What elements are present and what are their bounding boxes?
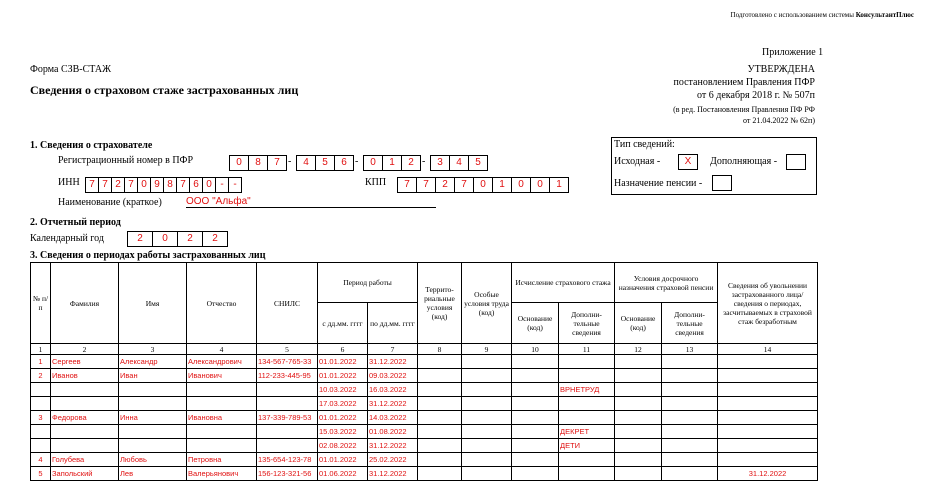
separator-dash: -	[422, 156, 426, 167]
table-cell[interactable]: 31.12.2022	[368, 439, 418, 453]
table-cell[interactable]	[718, 369, 818, 383]
reg-digit[interactable]: 5	[468, 155, 488, 171]
table-cell[interactable]	[662, 425, 718, 439]
col-from-header: с дд.мм. гггг	[318, 303, 368, 344]
section3-title: 3. Сведения о периодах работы застрахованных лиц	[30, 250, 266, 261]
form-name: Форма СЗВ-СТАЖ	[30, 64, 112, 75]
reg-digit[interactable]: 1	[382, 155, 402, 171]
column-number: 10	[512, 344, 559, 355]
table-cell[interactable]	[418, 383, 462, 397]
table-cell[interactable]	[662, 467, 718, 481]
section2-title: 2. Отчетный период	[30, 217, 121, 228]
table-cell[interactable]	[31, 439, 51, 453]
table-cell[interactable]: 31.12.2022	[368, 467, 418, 481]
table-cell[interactable]: ВРНЕТРУД	[559, 383, 615, 397]
table-cell[interactable]: 01.01.2022	[318, 369, 368, 383]
reg-digit[interactable]: 0	[363, 155, 383, 171]
column-number: 2	[51, 344, 119, 355]
year-label: Календарный год	[30, 233, 104, 244]
supplementary-label: Дополняющая -	[710, 156, 778, 167]
table-cell[interactable]	[559, 397, 615, 411]
table-cell[interactable]	[718, 425, 818, 439]
column-number: 11	[559, 344, 615, 355]
kpp-digit[interactable]: 7	[454, 177, 474, 193]
col-num-header: № п/п	[31, 263, 51, 344]
table-cell[interactable]	[512, 439, 559, 453]
table-cell[interactable]: 31.12.2022	[368, 355, 418, 369]
table-cell[interactable]: Иван	[119, 369, 187, 383]
org-name-label: Наименование (краткое)	[58, 197, 162, 208]
table-cell[interactable]	[559, 355, 615, 369]
table-cell[interactable]	[257, 439, 318, 453]
table-cell[interactable]: 25.02.2022	[368, 453, 418, 467]
kpp-digit[interactable]: 0	[473, 177, 493, 193]
kpp-digit[interactable]: 7	[416, 177, 436, 193]
table-cell[interactable]: 135-654-123-78	[257, 453, 318, 467]
table-cell[interactable]	[662, 369, 718, 383]
table-cell[interactable]	[615, 425, 662, 439]
table-cell[interactable]: 02.08.2022	[318, 439, 368, 453]
table-cell[interactable]: 01.01.2022	[318, 453, 368, 467]
table-row	[31, 467, 818, 481]
table-cell[interactable]: Голубева	[51, 453, 119, 467]
table-cell[interactable]: 137-339-789-53	[257, 411, 318, 425]
inn-digit[interactable]: 8	[163, 177, 177, 193]
col-patronymic-header: Отчество	[187, 263, 257, 344]
reg-number-label: Регистрационный номер в ПФР	[58, 155, 193, 166]
table-cell[interactable]	[512, 369, 559, 383]
table-cell[interactable]: Александр	[119, 355, 187, 369]
kpp-digit[interactable]: 0	[530, 177, 550, 193]
table-cell[interactable]	[512, 355, 559, 369]
inn-digit[interactable]: 7	[85, 177, 99, 193]
kpp-digit[interactable]: 1	[492, 177, 512, 193]
inn-digit[interactable]: 7	[98, 177, 112, 193]
table-cell[interactable]	[187, 397, 257, 411]
reg-digit[interactable]: 3	[430, 155, 450, 171]
table-cell[interactable]	[119, 383, 187, 397]
reg-digit[interactable]: 8	[248, 155, 268, 171]
table-cell[interactable]	[662, 453, 718, 467]
table-cell[interactable]	[119, 425, 187, 439]
table-cell[interactable]	[662, 439, 718, 453]
col-basis-header: Основание (код)	[512, 303, 559, 344]
column-number: 13	[662, 344, 718, 355]
inn-label: ИНН	[58, 177, 80, 188]
table-cell[interactable]: Сергеев	[51, 355, 119, 369]
table-cell[interactable]	[512, 397, 559, 411]
table-cell[interactable]	[119, 397, 187, 411]
column-number: 8	[418, 344, 462, 355]
year-digit[interactable]: 2	[202, 231, 228, 247]
table-cell[interactable]	[462, 355, 512, 369]
table-cell[interactable]	[51, 425, 119, 439]
kpp-label: КПП	[365, 177, 387, 188]
table-cell[interactable]	[31, 397, 51, 411]
table-row	[31, 453, 818, 467]
table-cell[interactable]	[718, 439, 818, 453]
table-cell[interactable]: 31.12.2022	[718, 467, 818, 481]
table-cell[interactable]: Лев	[119, 467, 187, 481]
table-cell[interactable]	[615, 411, 662, 425]
year-digit[interactable]: 2	[127, 231, 153, 247]
column-number: 7	[368, 344, 418, 355]
table-cell[interactable]	[512, 467, 559, 481]
inn-digit[interactable]: 0	[137, 177, 151, 193]
table-cell[interactable]: Ивановна	[187, 411, 257, 425]
appendix-label: Приложение 1	[762, 47, 824, 58]
table-cell[interactable]	[462, 369, 512, 383]
work-periods-table	[30, 262, 818, 481]
table-cell[interactable]	[257, 425, 318, 439]
table-cell[interactable]: Петровна	[187, 453, 257, 467]
separator-dash: -	[288, 156, 292, 167]
table-cell[interactable]: 112-233-445-95	[257, 369, 318, 383]
pension-label: Назначение пенсии -	[614, 178, 703, 189]
info-type-title: Тип сведений:	[614, 139, 675, 150]
year-digit[interactable]: 0	[152, 231, 178, 247]
col-special-header: Особые условия труда (код)	[462, 263, 512, 344]
table-cell[interactable]	[512, 425, 559, 439]
kpp-digit[interactable]: 7	[397, 177, 417, 193]
kpp-digit[interactable]: 2	[435, 177, 455, 193]
year-digit[interactable]: 2	[177, 231, 203, 247]
table-cell[interactable]: 16.03.2022	[368, 383, 418, 397]
table-cell[interactable]	[559, 369, 615, 383]
table-cell[interactable]: 5	[31, 467, 51, 481]
col-name-header: Имя	[119, 263, 187, 344]
reg-digit[interactable]: 2	[401, 155, 421, 171]
reg-digit[interactable]: 0	[229, 155, 249, 171]
reg-digit[interactable]: 4	[449, 155, 469, 171]
table-row	[31, 355, 818, 369]
col-extra2-header: Дополни-тельные сведения	[662, 303, 718, 344]
table-cell[interactable]	[662, 355, 718, 369]
table-cell[interactable]	[462, 439, 512, 453]
table-cell[interactable]: Валерьянович	[187, 467, 257, 481]
inn-digit[interactable]: 9	[150, 177, 164, 193]
reg-digit[interactable]: 5	[315, 155, 335, 171]
table-cell[interactable]: Инна	[119, 411, 187, 425]
col-to-header: по дд.мм. гггг	[368, 303, 418, 344]
table-cell[interactable]: ДЕКРЕТ	[559, 425, 615, 439]
table-cell[interactable]	[119, 439, 187, 453]
table-cell[interactable]	[257, 397, 318, 411]
revision-note: (в ред. Постановления Правления ПФ РФ от 21.04.2022 № 62п)	[673, 105, 815, 125]
original-label: Исходная -	[614, 156, 661, 167]
table-cell[interactable]	[462, 467, 512, 481]
inn-digit[interactable]: -	[228, 177, 242, 193]
table-cell[interactable]: Иванович	[187, 369, 257, 383]
table-cell[interactable]: Александрович	[187, 355, 257, 369]
column-number: 12	[615, 344, 662, 355]
table-row	[31, 439, 818, 453]
table-cell[interactable]: 2	[31, 369, 51, 383]
column-number: 14	[718, 344, 818, 355]
table-cell[interactable]	[718, 411, 818, 425]
table-cell[interactable]: 14.03.2022	[368, 411, 418, 425]
table-cell[interactable]: ДЕТИ	[559, 439, 615, 453]
table-cell[interactable]	[559, 411, 615, 425]
table-cell[interactable]: Запольский	[51, 467, 119, 481]
column-number: 6	[318, 344, 368, 355]
column-number: 9	[462, 344, 512, 355]
col-calc-header: Исчисление страхового стажа	[512, 263, 615, 303]
kpp-digit[interactable]: 1	[549, 177, 569, 193]
col-dismissal-header: Сведения об увольнении застрахованного лица/ сведения о периодах, засчитываемых в страховой стаж безработным	[718, 263, 818, 344]
table-cell[interactable]: 09.03.2022	[368, 369, 418, 383]
original-checkbox[interactable]: X	[678, 154, 698, 170]
col-territorial-header: Террито-риальные условия (код)	[418, 263, 462, 344]
reg-digit[interactable]: 6	[334, 155, 354, 171]
table-cell[interactable]: 01.01.2022	[318, 355, 368, 369]
separator-dash: -	[355, 156, 359, 167]
column-number: 1	[31, 344, 51, 355]
col-snils-header: СНИЛС	[257, 263, 318, 344]
table-cell[interactable]: 15.03.2022	[318, 425, 368, 439]
table-cell[interactable]: Федорова	[51, 411, 119, 425]
table-cell[interactable]	[31, 425, 51, 439]
table-cell[interactable]	[512, 383, 559, 397]
table-cell[interactable]: 1	[31, 355, 51, 369]
info-type-box	[611, 137, 817, 195]
table-cell[interactable]	[662, 397, 718, 411]
table-cell[interactable]	[418, 369, 462, 383]
table-cell[interactable]	[559, 467, 615, 481]
table-cell[interactable]	[615, 383, 662, 397]
table-cell[interactable]	[462, 383, 512, 397]
table-cell[interactable]: 01.08.2022	[368, 425, 418, 439]
table-cell[interactable]	[187, 439, 257, 453]
table-cell[interactable]	[615, 467, 662, 481]
table-cell[interactable]	[662, 411, 718, 425]
col-extra-header: Дополни-тельные сведения	[559, 303, 615, 344]
table-cell[interactable]	[418, 411, 462, 425]
table-row	[31, 383, 818, 397]
inn-digit[interactable]: 2	[111, 177, 125, 193]
col-early-header: Условия досрочного назначения страховой пенсии	[615, 263, 718, 303]
table-cell[interactable]: Любовь	[119, 453, 187, 467]
table-row	[31, 369, 818, 383]
table-cell[interactable]	[462, 425, 512, 439]
page-title: Сведения о страховом стаже застрахованных лиц	[30, 83, 299, 97]
table-cell[interactable]	[462, 453, 512, 467]
table-cell[interactable]	[51, 397, 119, 411]
table-cell[interactable]	[51, 383, 119, 397]
table-cell[interactable]	[51, 439, 119, 453]
inn-digit[interactable]: 7	[124, 177, 138, 193]
table-cell[interactable]	[462, 411, 512, 425]
section1-title: 1. Сведения о страхователе	[30, 140, 153, 151]
table-cell[interactable]	[418, 425, 462, 439]
table-cell[interactable]: Иванов	[51, 369, 119, 383]
col-period-header: Период работы	[318, 263, 418, 303]
col-surname-header: Фамилия	[51, 263, 119, 344]
table-row	[31, 397, 818, 411]
table-cell[interactable]	[31, 383, 51, 397]
table-cell[interactable]: 156-123-321-56	[257, 467, 318, 481]
approval-block: УТВЕРЖДЕНА постановлением Правления ПФР от 6 декабря 2018 г. № 507п	[673, 64, 815, 101]
table-cell[interactable]	[718, 355, 818, 369]
org-name-value[interactable]: ООО "Альфа"	[186, 196, 436, 208]
column-number: 3	[119, 344, 187, 355]
table-cell[interactable]: 4	[31, 453, 51, 467]
table-cell[interactable]: 01.01.2022	[318, 411, 368, 425]
table-cell[interactable]	[512, 453, 559, 467]
table-cell[interactable]	[187, 425, 257, 439]
table-cell[interactable]	[418, 397, 462, 411]
inn-digit[interactable]: 7	[176, 177, 190, 193]
table-cell[interactable]	[418, 355, 462, 369]
table-cell[interactable]: 10.03.2022	[318, 383, 368, 397]
table-row	[31, 411, 818, 425]
table-cell[interactable]	[418, 439, 462, 453]
column-number: 5	[257, 344, 318, 355]
table-cell[interactable]	[615, 397, 662, 411]
column-number: 4	[187, 344, 257, 355]
inn-digit[interactable]: 0	[202, 177, 216, 193]
table-cell[interactable]	[615, 355, 662, 369]
table-cell[interactable]	[418, 467, 462, 481]
column-numbers-row	[31, 344, 818, 355]
table-cell[interactable]	[718, 397, 818, 411]
table-cell[interactable]: 17.03.2022	[318, 397, 368, 411]
table-cell[interactable]: 134-567-765-33	[257, 355, 318, 369]
table-cell[interactable]	[418, 453, 462, 467]
inn-digit[interactable]: -	[215, 177, 229, 193]
table-cell[interactable]	[662, 383, 718, 397]
table-cell[interactable]	[257, 383, 318, 397]
table-cell[interactable]	[462, 397, 512, 411]
reg-digit[interactable]: 4	[296, 155, 316, 171]
table-cell[interactable]	[187, 383, 257, 397]
reg-digit[interactable]: 7	[267, 155, 287, 171]
table-cell[interactable]	[615, 369, 662, 383]
table-cell[interactable]: 3	[31, 411, 51, 425]
table-cell[interactable]	[559, 453, 615, 467]
table-cell[interactable]	[718, 383, 818, 397]
table-cell[interactable]: 31.12.2022	[368, 397, 418, 411]
table-cell[interactable]	[615, 453, 662, 467]
supplementary-checkbox[interactable]	[786, 154, 806, 170]
table-row	[31, 425, 818, 439]
table-cell[interactable]: 01.06.2022	[318, 467, 368, 481]
table-cell[interactable]	[512, 411, 559, 425]
inn-digit[interactable]: 6	[189, 177, 203, 193]
table-cell[interactable]	[718, 453, 818, 467]
col-basis2-header: Основание (код)	[615, 303, 662, 344]
kpp-digit[interactable]: 0	[511, 177, 531, 193]
pension-checkbox[interactable]	[712, 175, 732, 191]
table-cell[interactable]	[615, 439, 662, 453]
prepared-note: Подготовлено с использованием системы КонсультантПлюс	[730, 11, 914, 19]
